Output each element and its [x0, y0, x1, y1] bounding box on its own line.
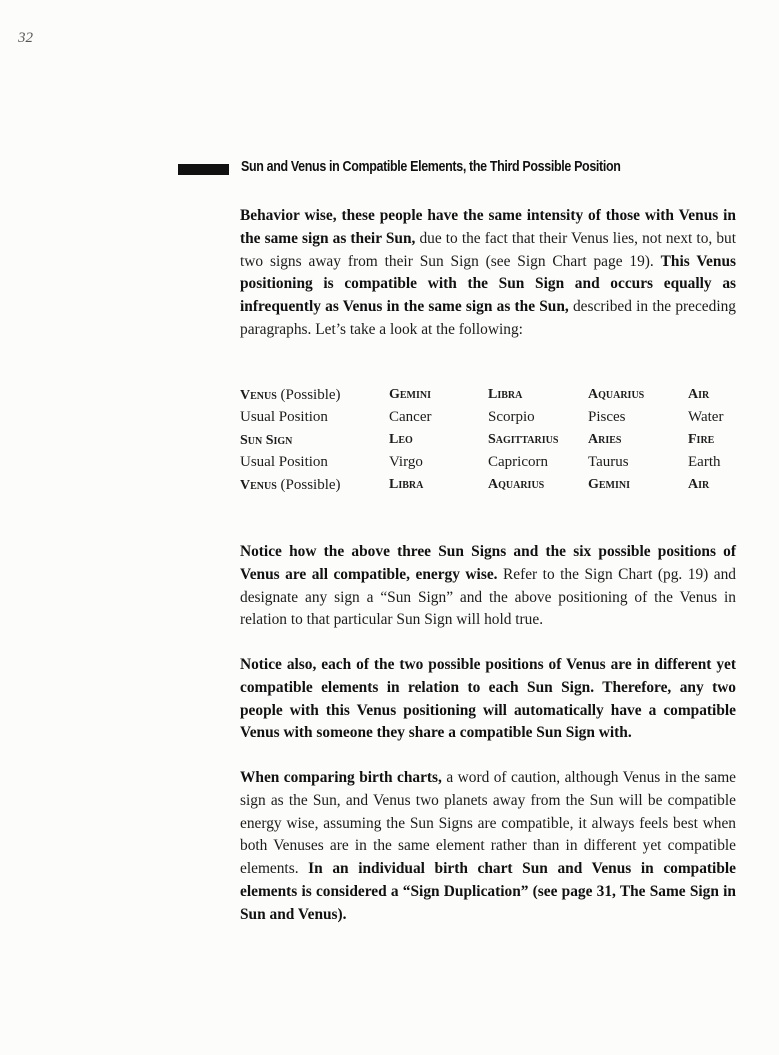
- row-label-text: Usual Position: [240, 409, 328, 426]
- row-label: [240, 407, 389, 430]
- bold-text: This Venus positioning is compatible with the Sun Sign and occurs equally as infrequently as Venus in the same sign as the Sun,: [240, 252, 736, 316]
- table-row: [240, 452, 738, 475]
- bold-text: Behavior wise, these people have the same intensity of those with Venus in the same sign as their Sun,: [240, 207, 736, 247]
- table-row: [240, 384, 738, 407]
- table-cell: Pisces: [588, 409, 626, 426]
- table-cell: Earth: [688, 454, 721, 471]
- table-cell: Aries: [588, 432, 622, 448]
- paragraph-compatibility: [240, 541, 736, 632]
- bold-text: When comparing birth charts,: [240, 769, 442, 786]
- paragraph-intro: [240, 205, 736, 342]
- row-label-text: Venus: [240, 477, 277, 493]
- table-cell: Gemini: [588, 477, 631, 493]
- table-cell: Cancer: [389, 409, 432, 426]
- table-row: [240, 407, 738, 430]
- table-cell: Virgo: [389, 454, 423, 471]
- row-label: [240, 474, 389, 497]
- table-cell: Fire: [688, 432, 715, 448]
- row-label: [240, 452, 389, 475]
- bold-text: In an individual birth chart Sun and Venus in compatible elements is considered a “Sign Duplication” (see page 31, The Same Sign in Sun and Venus).: [240, 860, 736, 923]
- bold-text: Notice also, each of the two possible positions of Venus are in different yet compatible elements in relation to each Sun Sign. Therefore, any two people with this Venus positioning will automatically have a compatible Venus with someone they share a compatible Sun Sign with.: [240, 656, 736, 742]
- row-label-suffix: (Possible): [276, 476, 341, 493]
- body-text: due to the fact that their Venus lies, not next to, but two signs away from their Sun Sign (see Sign Chart page 19).: [240, 229, 736, 270]
- table-cell: Aquarius: [488, 477, 545, 493]
- table-cell: Libra: [488, 387, 523, 403]
- page-number: 32: [18, 30, 33, 46]
- heading-bar: [178, 164, 229, 175]
- row-label: [240, 384, 389, 407]
- table-row: [240, 429, 738, 452]
- row-label-suffix: (Possible): [276, 386, 341, 403]
- body-text: Refer to the Sign Chart (pg. 19) and designate any sign a “Sun Sign” and the above positioning of the Venus in relation to that particular Sun Sign will hold true.: [240, 565, 736, 629]
- table-row: [240, 474, 738, 497]
- row-label-text: Usual Position: [240, 454, 328, 471]
- row-label-text: Sun Sign: [240, 432, 293, 448]
- table-cell: Taurus: [588, 454, 629, 471]
- paragraph-elements: [240, 654, 736, 745]
- table-cell: Leo: [389, 432, 413, 448]
- bold-text: Notice how the above three Sun Signs and the six possible positions of Venus are all compatible, energy wise.: [240, 543, 736, 583]
- table-cell: Gemini: [389, 387, 432, 403]
- row-label: [240, 429, 389, 452]
- row-label-text: Venus: [240, 387, 277, 403]
- table-cell: Sagittarius: [488, 432, 559, 448]
- sign-table: [240, 384, 738, 497]
- table-cell: Scorpio: [488, 409, 535, 426]
- table-cell: Water: [688, 409, 724, 426]
- body-text: a word of caution, although Venus in the same sign as the Sun, and Venus two planets away from the Sun will be compatible energy wise, assuming the Sun Signs are compatible, it always feels best when both Venuses are in the same element rather than in different yet compatible elements.: [240, 769, 736, 878]
- table-cell: Libra: [389, 477, 424, 493]
- table-cell: Capricorn: [488, 454, 548, 471]
- table-cell: Air: [688, 477, 710, 493]
- table-cell: Aquarius: [588, 387, 645, 403]
- table-cell: Air: [688, 387, 710, 403]
- body-text: described in the preceding paragraphs. Let’s take a look at the following:: [240, 298, 736, 338]
- section-heading: Sun and Venus in Compatible Elements, the Third Possible Position: [241, 159, 621, 175]
- paragraph-birth-charts: [240, 767, 736, 927]
